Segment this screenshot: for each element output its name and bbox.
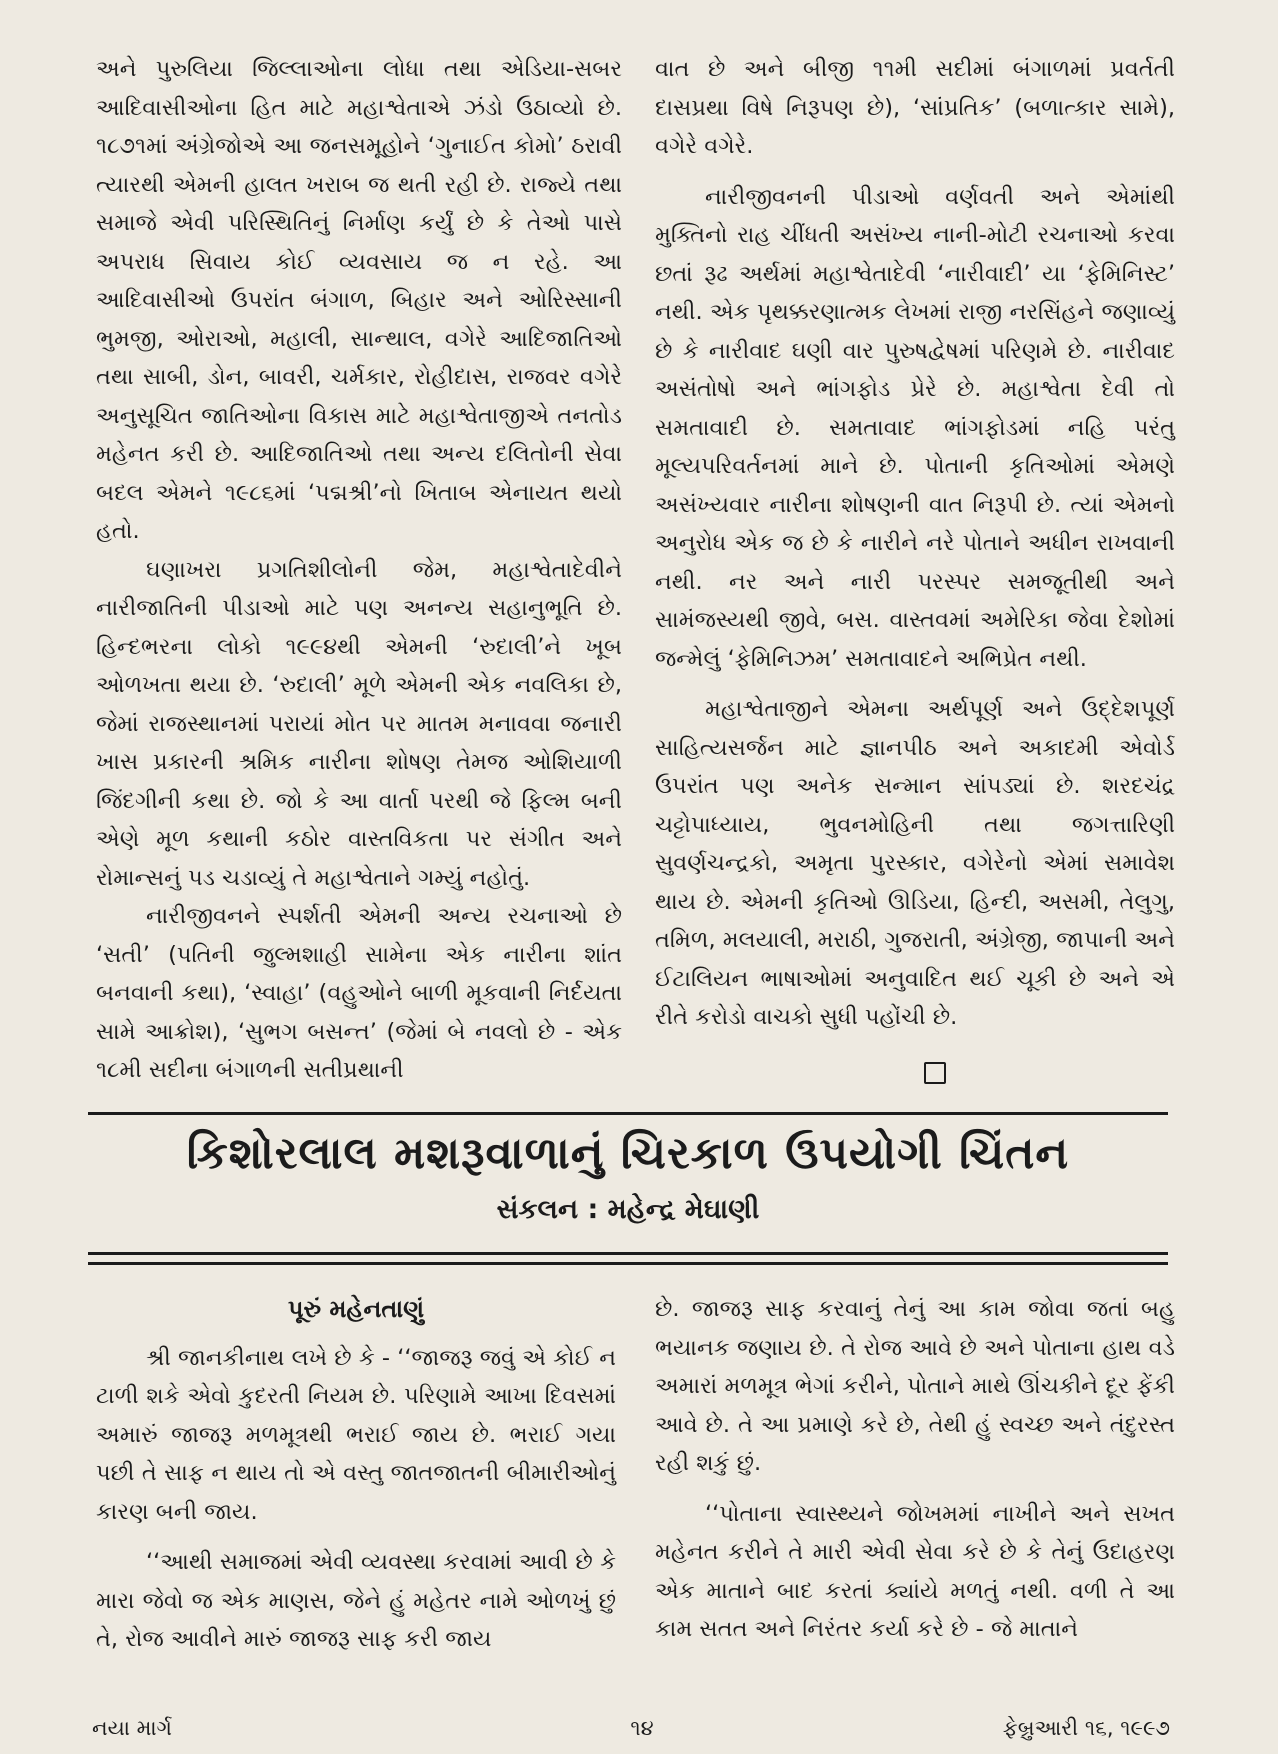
divider [88,1262,1168,1265]
paragraph: ‘‘આથી સમાજમાં એવી વ્યવસ્થા કરવામાં આવી છે કે મારા જેવો જ એક માણસ, જેને હું મહેતર નામે ઓળખું છું તે, રોજ આવીને મારું જાજરૂ સાફ કરી જાય [96,1549,616,1652]
paragraph: મહાશ્વેતાજીને એમના અર્થપૂર્ણ અને ઉદ્દેશપૂર્ણ સાહિત્યસર્જન માટે જ્ઞાનપીઠ અને અકાદમી એવોર્ડ ઉપરાંત પણ અનેક સન્માન સાંપડ્યાં છે. શરદચંદ્ર ચટ્ટોપાધ્યાય, ભુવનમોહિની તથા જગત્તારિણી સુવર્ણચન્દ્રકો, અમૃતા પુરસ્કાર, વગેરેનો એમાં સમાવેશ થાય છે. એમની કૃતિઓ ઊડિયા, હિન્દી, અસમી, તેલુગુ, તમિળ, મલયાલી, મરાઠી, ગુજરાતી, અંગ્રેજી, જાપાની અને ઈટાલિયન ભાષાઓમાં અનુવાદિત થઈ ચૂકી છે અને એ રીતે કરોડો વાચકો સુધી પહોંચી છે. [655,696,1175,1030]
footer-page-number: ૧૪ [630,1716,654,1740]
new-article-column-left [96,1290,616,1659]
paragraph: અને પુરુલિયા જિલ્લાઓના લોધા તથા એડિયા-સબર આદિવાસીઓના હિત માટે મહાશ્વેતાએ ઝંડો ઉઠાવ્યો છે. ૧૮૭૧માં અંગ્રેજોએ આ જનસમૂહોને ‘ગુનાઈત કોમો’ ઠરાવી ત્યારથી એમની હાલત ખરાબ જ થતી રહી છે. રાજ્યે તથા સમાજે એવી પરિસ્થિતિનું નિર્માણ કર્યું છે કે તેઓ પાસે અપરાધ સિવાય કોઈ વ્યવસાય જ ન રહે. આ આદિવાસીઓ ઉપરાંત બંગાળ, બિહાર અને ઓરિસ્સાની ભુમજી, ઓરાઓ, મહાલી, સાન્થાલ, વગેરે આદિજાતિઓ તથા સાબી, ડોન, બાવરી, ચર્મકાર, રોહીદાસ, રાજવર વગેરે અનુસૂચિત જાતિઓના વિકાસ માટે મહાશ્વેતાજીએ તનતોડ મહેનત કરી છે. આદિજાતિઓ તથા અન્ય દલિતોની સેવા બદલ એમને ૧૯૮૬માં ‘પદ્મશ્રી’નો ખિતાબ એનાયત થયો હતો. [96,56,622,544]
section-heading: પૂરું મહેનતાણું [287,1295,425,1323]
paragraph: નારીજીવનને સ્પર્શતી એમની અન્ય રચનાઓ છે ‘સતી’ (પતિની જુલ્મશાહી સામેના એક નારીના શાંત બનવાની કથા), ‘સ્વાહા’ (વહુઓને બાળી મૂકવાની નિર્દયતા સામે આક્રોશ), ‘સુભગ બસન્ત’ (જેમાં બે નવલો છે - એક ૧૮મી સદીના બંગાળની સતીપ્રથાની [96,903,622,1083]
paragraph: નારીજીવનની પીડાઓ વર્ણવતી અને એમાંથી મુક્તિનો રાહ ચીંધતી અસંખ્ય નાની-મોટી રચનાઓ કરવા છતાં રૂઢ અર્થમાં મહાશ્વેતાદેવી ‘નારીવાદી’ યા ‘ફેમિનિસ્ટ’ નથી. એક પૃથક્કરણાત્મક લેખમાં રાજી નરસિંહને જણાવ્યું છે કે નારીવાદ ઘણી વાર પુરુષદ્વેષમાં પરિણમે છે. નારીવાદ અસંતોષો અને ભાંગફોડ પ્રેરે છે. મહાશ્વેતા દેવી તો સમતાવાદી છે. સમતાવાદ ભાંગફોડમાં નહિ પરંતુ મૂલ્યપરિવર્તનમાં માને છે. પોતાની કૃતિઓમાં એમણે અસંખ્યવાર નારીના શોષણની વાત નિરૂપી છે. ત્યાં એમનો અનુરોધ એક જ છે કે નારીને નરે પોતાને અધીન રાખવાની નથી. નર અને નારી પરસ્પર સમજૂતીથી અને સામંજસ્યથી જીવે, બસ. વાસ્તવમાં અમેરિકા જેવા દેશોમાં જન્મેલું ‘ફેમિનિઝમ’ સમતાવાદને અભિપ્રેત નથી. [655,183,1175,672]
article-column-left [96,50,622,1090]
paragraph: છે. જાજરૂ સાફ કરવાનું તેનું આ કામ જોવા જતાં બહુ ભયાનક જણાય છે. તે રોજ આવે છે અને પોતાના હાથ વડે અમારાં મળમૂત્ર ભેગાં કરીને, પોતાને માથે ઊંચકીને દૂર ફેંકી આવે છે. તે આ પ્રમાણે કરે છે, તેથી હું સ્વચ્છ અને તંદુરસ્ત રહી શકું છું. [655,1296,1175,1476]
end-of-article-mark [924,1062,946,1084]
paragraph: ‘‘પોતાના સ્વાસ્થ્યને જોખમમાં નાખીને અને સખત મહેનત કરીને તે મારી એવી સેવા કરે છે કે તેનું ઉદાહરણ એક માતાને બાદ કરતાં ક્યાંયે મળતું નથી. વળી તે આ કામ સતત અને નિરંતર કર્યા કરે છે - જે માતાને [655,1500,1175,1642]
divider [88,1252,1168,1255]
new-article-column-right [655,1290,1175,1649]
paragraph: ઘણાખરા પ્રગતિશીલોની જેમ, મહાશ્વેતાદેવીને નારીજાતિની પીડાઓ માટે પણ અનન્ય સહાનુભૂતિ છે. હિન્દભરના લોકો ૧૯૯૪થી એમની ‘રુદાલી’ને ખૂબ ઓળખતા થયા છે. ‘રુદાલી’ મૂળે એમની એક નવલિકા છે, જેમાં રાજસ્થાનમાં પરાયાં મોત પર માતમ મનાવવા જનારી ખાસ પ્રકારની શ્રમિક નારીના શોષણ તેમજ ઓશિયાળી જિંદગીની કથા છે. જો કે આ વાર્તા પરથી જે ફિલ્મ બની એણે મૂળ કથાની કઠોર વાસ્તવિકતા પર સંગીત અને રોમાન્સનું પડ ચડાવ્યું તે મહાશ્વેતાને ગમ્યું નહોતું. [96,556,622,891]
article-headline: કિશોરલાલ મશરૂવાળાનું ચિરકાળ ઉપયોગી ચિંતન [186,1128,1070,1179]
divider [88,1112,1168,1115]
paragraph: વાત છે અને બીજી ૧૧મી સદીમાં બંગાળમાં પ્રવર્તતી દાસપ્રથા વિષે નિરૂપણ છે), ‘સાંપ્રતિક’ (બળાત્કાર સામે), વગેરે વગેરે. [655,56,1175,159]
article-byline: સંકલન : મહેન્દ્ર મેઘાણી [496,1194,760,1225]
article-column-right [655,50,1175,1037]
footer-date: ફેબ્રુઆરી ૧૬, ૧૯૯૭ [1002,1716,1170,1740]
paragraph: શ્રી જાનકીનાથ લખે છે કે - ‘‘જાજરૂ જવું એ કોઈ ન ટાળી શકે એવો કુદરતી નિયમ છે. પરિણામે આખા દિવસમાં અમારું જાજરૂ મળમૂત્રથી ભરાઈ જાય છે. ભરાઈ ગયા પછી તે સાફ ન થાય તો એ વસ્તુ જાતજાતની બીમારીઓનું કારણ બની જાય. [96,1344,616,1525]
footer-publication: નયા માર્ગ [92,1716,172,1740]
